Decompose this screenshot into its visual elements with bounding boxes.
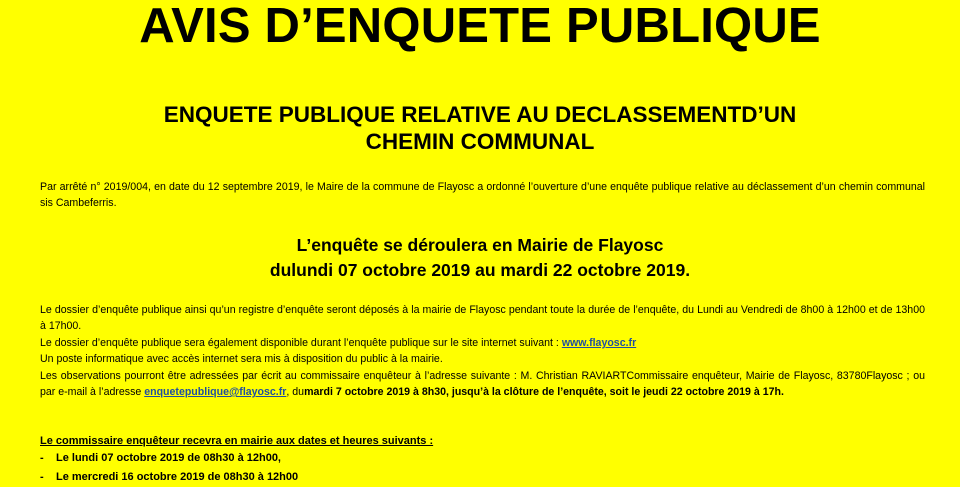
details-block xyxy=(40,302,925,400)
subtitle xyxy=(0,101,960,155)
details-paragraph-1: Le dossier d’enquête publique ainsi qu’un registre d’enquête seront déposés à la mairie de Flayosc pendant toute la durée de l’enquête, du Lundi au Vendredi de 8h00 à 12h00 et de 13h00 à 17h00. xyxy=(40,304,925,333)
details-paragraph-4-mid: , du xyxy=(286,386,305,399)
schedule-title: Le commissaire enquêteur recevra en mairie aux dates et heures suivants : xyxy=(40,435,434,447)
subtitle-line-2: CHEMIN COMMUNAL xyxy=(365,129,595,154)
details-paragraph-4-text: Les observations pourront être adressées par écrit au commissaire enquêteur à l’adresse suivante : M. Christian RAVIARTCommissaire enquêteur, Mairie de Flayosc, 83780Flayosc ; ou par e-mail à l’adresse xyxy=(40,369,925,399)
schedule-item-text: Le lundi 07 octobre 2019 de 08h30 à 12h00, xyxy=(56,452,281,464)
location-line-1: L’enquête se déroulera en Mairie de Flayosc xyxy=(296,235,664,255)
intro-paragraph: Par arrêté n° 2019/004, en date du 12 septembre 2019, le Maire de la commune de Flayosc a ordonné l’ouverture d’une enquête publique relative au déclassement d’un chemin communal sis Cambeferris. xyxy=(40,181,925,209)
website-link[interactable]: www.flayosc.fr xyxy=(561,336,637,349)
details-paragraph-2-text: Le dossier d’enquête publique sera également disponible durant l’enquête publique sur le site internet suivant : xyxy=(40,336,562,349)
details-paragraph-3: Un poste informatique avec accès internet sera mis à disposition du public à la mairie. xyxy=(40,353,443,366)
location-heading xyxy=(0,233,960,283)
subtitle-line-1: ENQUETE PUBLIQUE RELATIVE AU DECLASSEMENTD’UN xyxy=(163,102,797,127)
list-item: - Le lundi 07 octobre 2019 de 08h30 à 12h00, xyxy=(40,452,281,464)
schedule-list xyxy=(40,449,298,487)
details-paragraph-2 xyxy=(40,335,925,351)
location-line-2: dulundi 07 octobre 2019 au mardi 22 octobre 2019. xyxy=(269,260,691,280)
email-link[interactable]: enquetepublique@flayosc.fr xyxy=(144,386,287,399)
list-item: - Le mercredi 16 octobre 2019 de 08h30 à 12h00 xyxy=(40,471,299,483)
main-title: AVIS D’ENQUETE PUBLIQUE xyxy=(139,0,821,53)
schedule-item-text: Le mercredi 16 octobre 2019 de 08h30 à 12h00 xyxy=(56,471,299,483)
details-paragraph-4 xyxy=(40,368,925,401)
details-paragraph-4-dates: mardi 7 octobre 2019 à 8h30, jusqu’à la clôture de l’enquête, soit le jeudi 22 octobre 2019 à 17h. xyxy=(304,386,784,399)
